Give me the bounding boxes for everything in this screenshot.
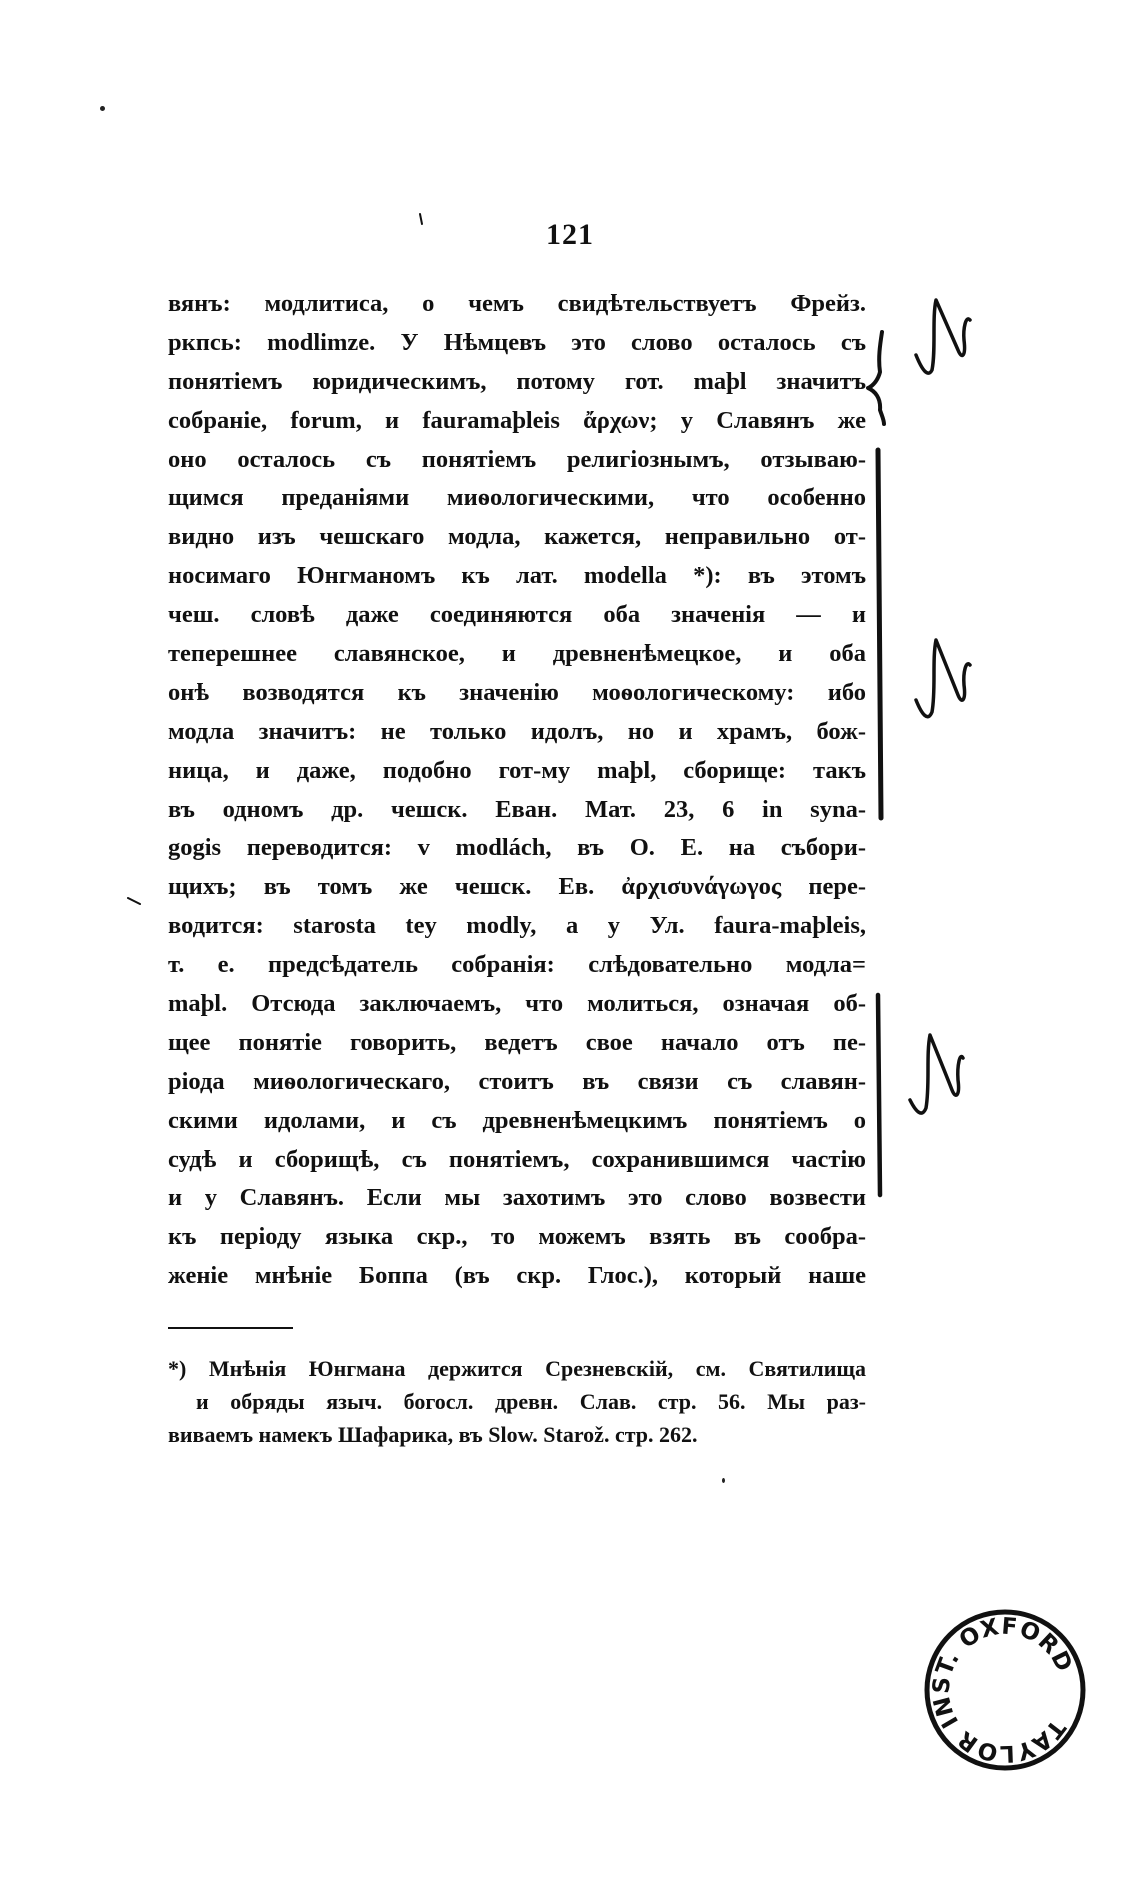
text-line: gogis переводится: v modlách, въ О. Е. на събори- xyxy=(168,834,866,862)
footnote xyxy=(168,1352,866,1451)
svg-text:TAYLOR INST. OXFORD xyxy=(920,1605,1090,1775)
stamp-text: TAYLOR INST. OXFORD xyxy=(928,1613,1078,1767)
footnote-rule xyxy=(168,1327,293,1329)
page-number: 121 xyxy=(546,218,594,251)
text-line: maþl. Отсюда заключаемъ, что молиться, означая об- xyxy=(168,990,866,1018)
library-stamp-icon xyxy=(920,1605,1090,1775)
text-line: собраніе, forum, и fauramaþleis ἄρχων; у Славянъ же xyxy=(168,406,866,434)
text-line: чеш. словѣ даже соединяются оба значенія — и xyxy=(168,601,866,629)
text-line: щимся преданіями миѳологическими, что особенно xyxy=(168,484,866,512)
text-line: ркпсь: modlimze. У Нѣмцевъ это слово осталось съ xyxy=(168,328,866,356)
footnote-line: виваемъ намекъ Шафарика, въ Slow. Starož. стр. 262. xyxy=(168,1422,698,1447)
text-line: вянъ: модлитиса, о чемъ свидѣтельствуетъ Фрейз. xyxy=(168,290,866,317)
text-line: модла значитъ: не только идолъ, но и храмъ, бож- xyxy=(168,717,866,745)
text-line: носимаго Юнгманомъ къ лат. modella *): въ этомъ xyxy=(168,562,866,590)
text-line: къ періоду языка скр., то можемъ взять въ сообра- xyxy=(168,1223,866,1251)
text-line: понятіемъ юридическимъ, потому гот. maþl значитъ xyxy=(168,367,866,395)
margin-line-icon xyxy=(878,450,881,818)
margin-bracket-icon xyxy=(868,332,884,424)
text-line: щее понятіе говорить, ведетъ свое начало отъ пе- xyxy=(168,1028,866,1056)
text-line: ріода миѳологическаго, стоитъ въ связи съ славян- xyxy=(168,1067,866,1095)
text-line: теперешнее славянское, и древненѣмецкое, и оба xyxy=(168,640,866,668)
text-line: т. е. предсѣдатель собранія: слѣдовательно модла= xyxy=(168,951,866,979)
text-line: въ одномъ др. чешск. Еван. Мат. 23, 6 in syna- xyxy=(168,795,866,823)
text-line: оно осталось съ понятіемъ религіознымъ, отзываю- xyxy=(168,445,866,473)
margin-line-icon xyxy=(878,995,880,1195)
handwritten-n-icon xyxy=(910,1035,963,1113)
main-text xyxy=(168,285,866,1296)
speck-icon xyxy=(100,106,105,111)
stray-mark-icon xyxy=(128,898,140,904)
text-line: и у Славянъ. Если мы захотимъ это слово возвести xyxy=(168,1184,866,1212)
text-line: видно изъ чешскаго модла, кажется, неправильно от- xyxy=(168,523,866,551)
footnote-line: и обряды языч. богосл. древн. Слав. стр. 56. Мы раз- xyxy=(196,1389,866,1414)
text-line: онѣ возводятся къ значенію моѳологическому: ибо xyxy=(168,678,866,706)
handwritten-n-icon xyxy=(916,640,970,717)
text-line: скими идолами, и съ древненѣмецкимъ понятіемъ о xyxy=(168,1106,866,1134)
footnote-line: *) Мнѣнія Юнгмана держится Срезневскій, см. Святилища xyxy=(168,1356,866,1381)
text-line: судѣ и сборищѣ, съ понятіемъ, сохранившимся частію xyxy=(168,1145,866,1173)
handwritten-n-icon xyxy=(916,300,970,373)
text-line: ница, и даже, подобно гот-му maþl, сборище: такъ xyxy=(168,756,866,784)
text-line: щихъ; въ томъ же чешск. Ев. ἀρχισυνάγωγος пере- xyxy=(168,873,866,901)
speck-icon xyxy=(722,1478,725,1483)
text-line: водится: starosta tey modly, а у Ул. faura-maþleis, xyxy=(168,912,866,940)
text-line: женіе мнѣніе Боппа (въ скр. Глос.), который наше xyxy=(168,1262,866,1290)
